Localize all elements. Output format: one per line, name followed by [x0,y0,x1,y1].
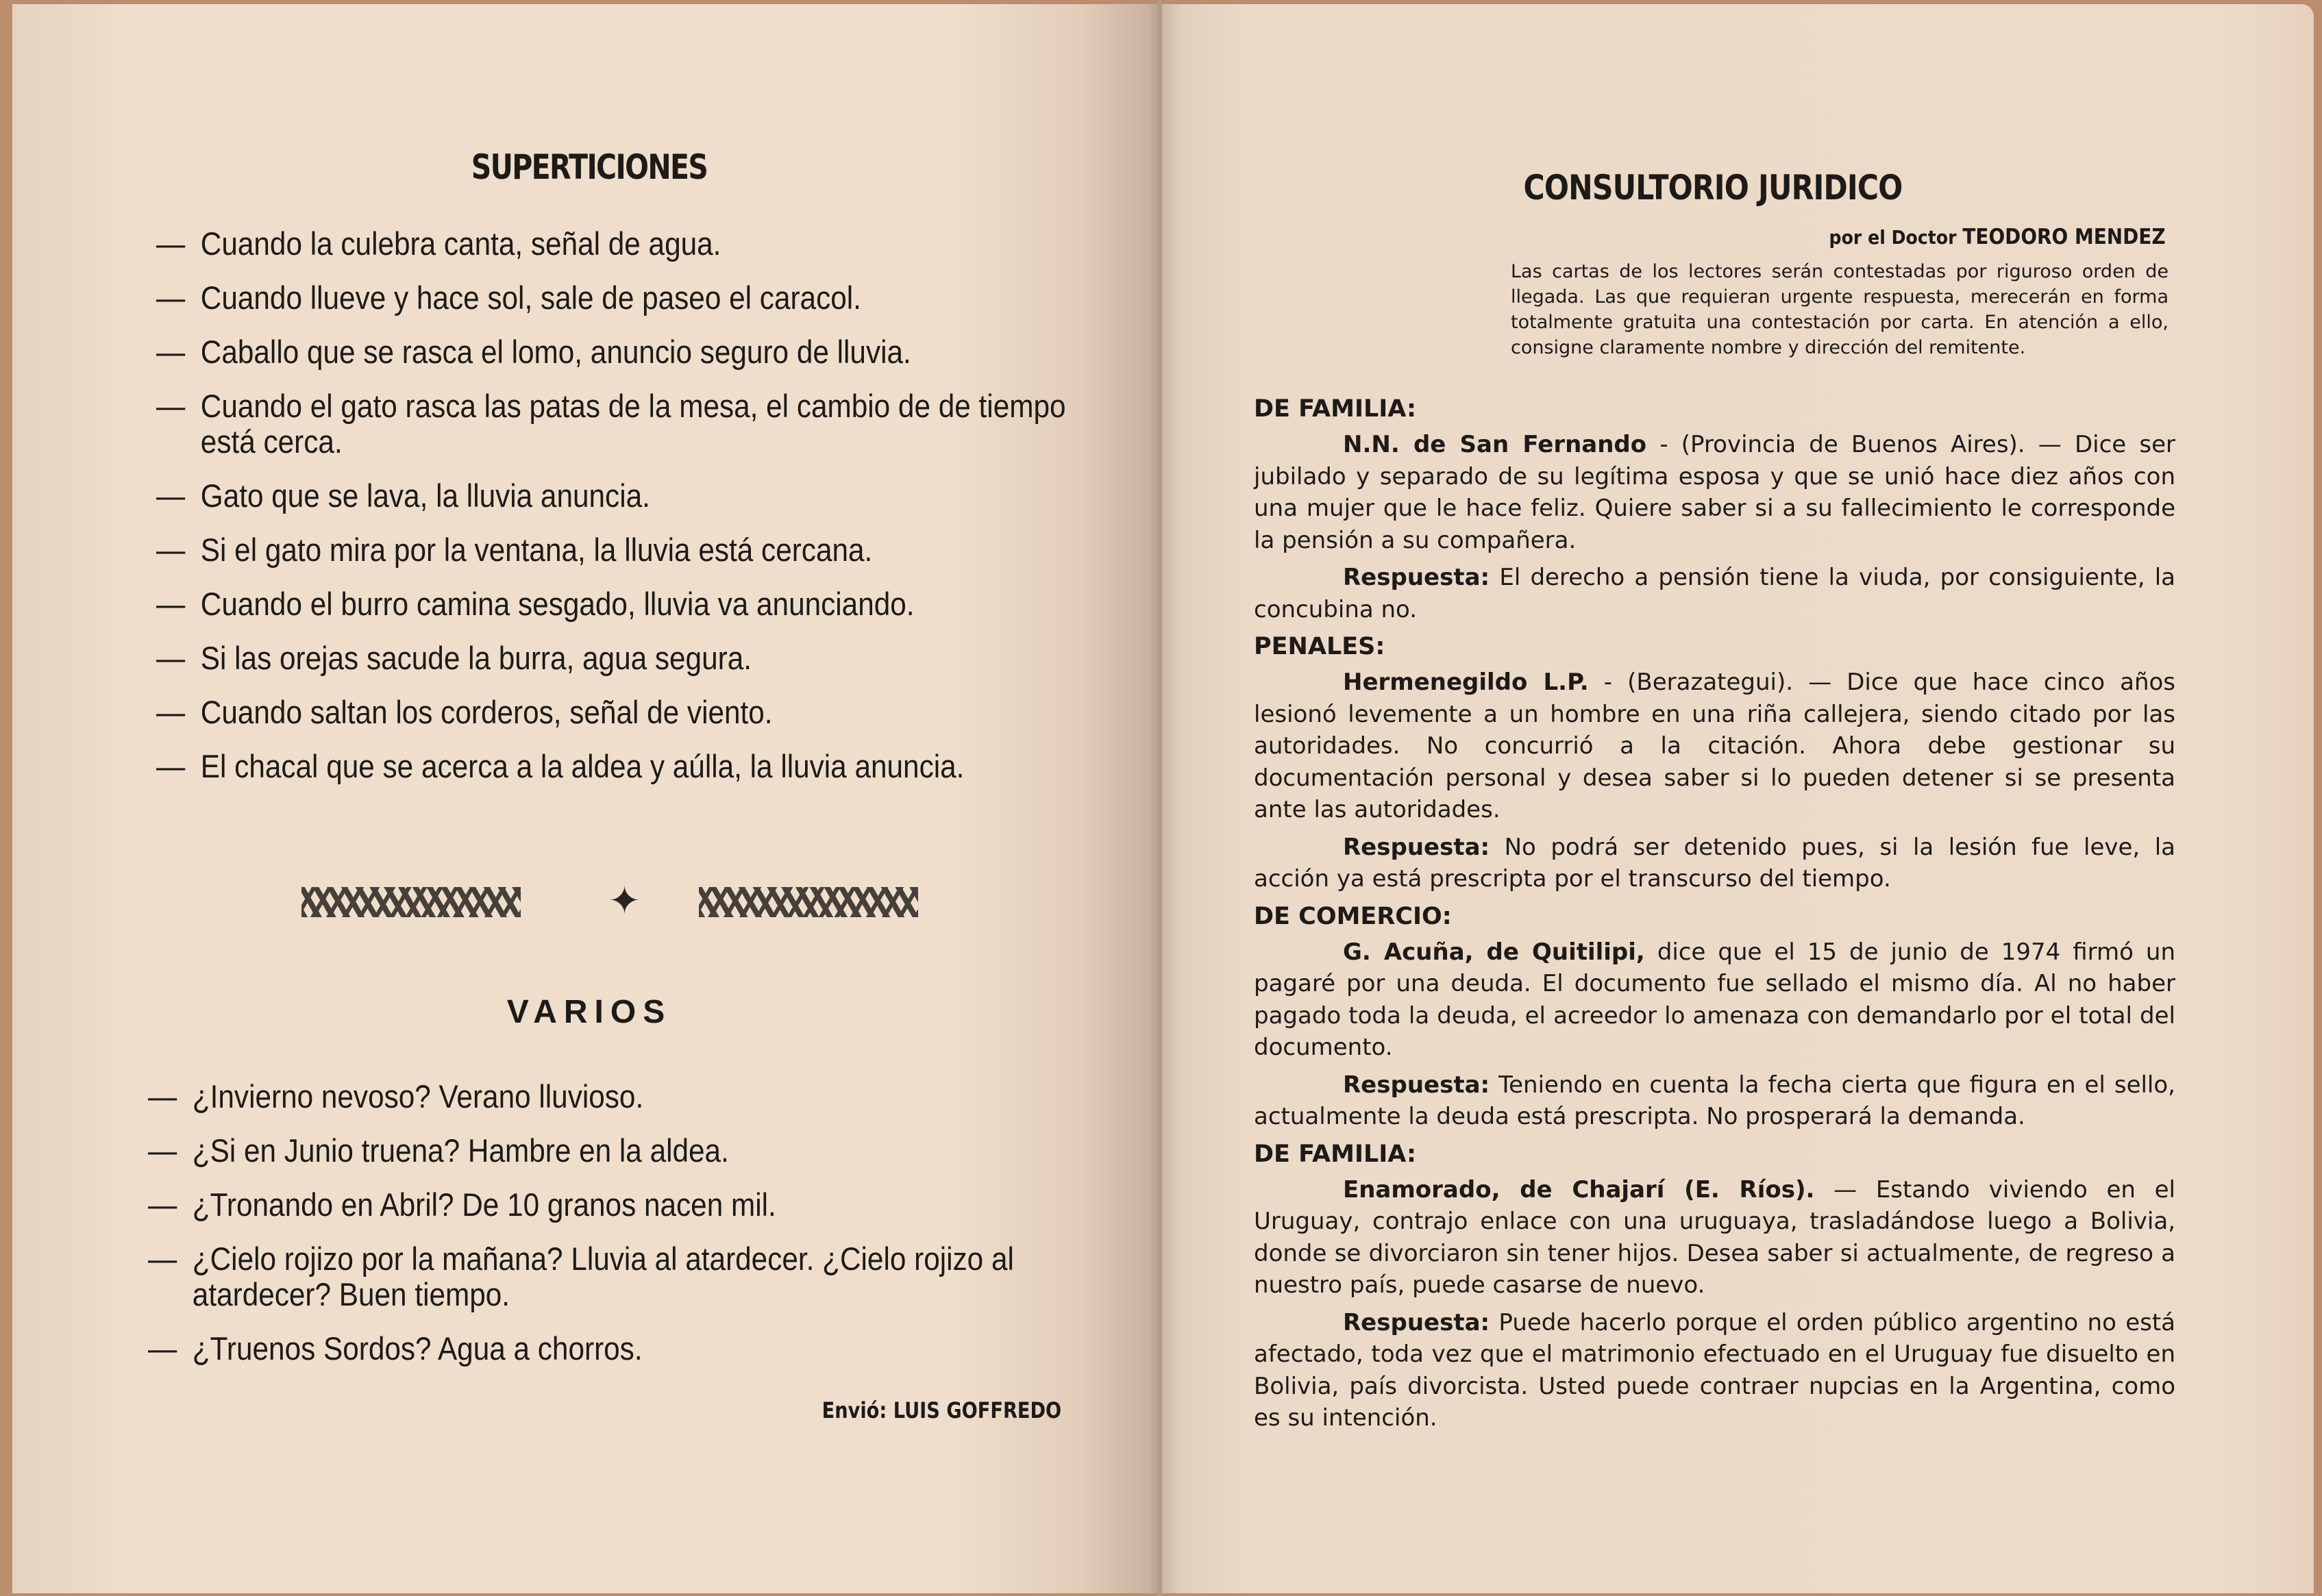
dash-bullet: — [156,225,186,262]
answer-paragraph [1254,562,2175,625]
consultation-list [1254,390,2175,1440]
question-text: - (Berazategui). — Dice que hace cinco años lesionó levemente a un hombre en una riña callejera, siendo citado por las autoridades. No concurrió a la citación. Ahora debe gestionar su documentación personal y desea saber si lo pueden detener si se presenta ante las autoridades. [1254,669,2176,823]
list-item [156,586,1117,622]
list-item [156,334,1117,370]
legal-column-title: CONSULTORIO JURIDICO [1523,168,1903,208]
answer-paragraph [1254,832,2175,895]
star-ornament-icon: ✦ [608,879,641,922]
saying-text: ¿Tronando en Abril? De 10 granos nacen mil. [192,1186,776,1223]
saying-text: ¿Invierno nevoso? Verano lluvioso. [192,1078,644,1114]
sender-credit [822,1397,1061,1423]
floral-band-left-icon [301,887,521,917]
superstitions-list [156,226,1074,803]
sender-label: Envió: [822,1397,887,1423]
question-text: — Estando viviendo en el Uruguay, contrajo enlace con una uruguaya, trasladándose luego a Bolivia, donde se divorciaron sin tener hijos. Desea saber si actualmente, de regreso a nuestro país, puede casarse de nuevo. [1254,1175,2175,1299]
varios-list [148,1079,1080,1385]
dash-bullet: — [156,388,186,424]
answer-text: Teniendo en cuenta la fecha cierta que figura en el sello, actualmente la deuda está prescripta. No prosperará la demanda. [1254,1071,2175,1130]
saying-text: ¿Truenos Sordos? Agua a chorros. [192,1330,643,1367]
superstition-text: Si el gato mira por la ventana, la lluvia está cercana. [200,532,873,568]
author-name: TEODORO MENDEZ [1962,225,2166,249]
saying-text: ¿Cielo rojizo por la mañana? Lluvia al atardecer. ¿Cielo rojizo al atardecer? Buen tiempo. [192,1240,1014,1312]
consultation-entry [1254,393,2175,625]
question-paragraph [1254,1174,2175,1301]
list-item [148,1133,1123,1169]
dash-bullet: — [156,477,186,514]
dash-bullet: — [156,640,186,676]
querent-name: Hermenegildo L.P. [1343,669,1589,696]
dash-bullet: — [148,1132,177,1169]
consultation-entry [1254,631,2175,895]
list-item [156,640,1117,676]
author-byline [1829,225,2166,249]
list-item [156,388,1117,460]
floral-band-right-icon [699,887,918,917]
superstition-text: El chacal que se acerca a la aldea y aúlla, la lluvia anuncia. [200,748,965,784]
question-paragraph [1254,429,2175,556]
list-item [148,1241,1123,1312]
category-heading: PENALES: [1254,633,1385,660]
answer-paragraph [1254,1307,2175,1434]
superstitions-title: SUPERTICIONES [471,147,708,187]
question-text: - (Provincia de Buenos Aires). — Dice ser jubilado y separado de su legítima esposa y que se unió hace diez años con una mujer que le hace feliz. Quiere saber si a su fallecimiento le corresponde la pensión a su compañera. [1254,431,2175,554]
answer-text: El derecho a pensión tiene la viuda, por consiguiente, la concubina no. [1254,564,2175,623]
superstition-text: Cuando llueve y hace sol, sale de paseo el caracol. [200,279,861,316]
list-item [156,226,1117,262]
list-item [156,478,1117,514]
list-item [156,280,1117,316]
list-item [148,1331,1123,1367]
list-item [156,749,1117,784]
list-item [148,1079,1123,1114]
list-item [156,532,1117,568]
question-paragraph [1254,936,2175,1064]
book-spine [1158,0,1162,1596]
dash-bullet: — [148,1078,177,1114]
answer-text: Puede hacerlo porque el orden público argentino no está afectado, toda vez que el matrimonio efectuado en el Uruguay fue disuelto en Bolivia, país divorcista. Usted puede contraer nupcias en la Argentina, como es su intención. [1254,1308,2175,1432]
dash-bullet: — [148,1186,177,1223]
question-text: dice que el 15 de junio de 1974 firmó un pagaré por una deuda. El documento fue sellado el mismo día. Al no haber pagado toda la deuda, el acreedor lo amenaza con demandarlo por el total del documento. [1254,938,2175,1061]
querent-name: Enamorado, de Chajarí (E. Ríos). [1343,1175,1815,1204]
superstition-text: Caballo que se rasca el lomo, anuncio seguro de lluvia. [200,334,911,370]
question-paragraph [1254,666,2175,826]
saying-text: ¿Si en Junio truena? Hambre en la aldea. [192,1132,729,1169]
superstition-text: Si las orejas sacude la burra, agua segura. [200,640,752,676]
dash-bullet: — [156,586,186,622]
answer-label: Respuesta: [1343,564,1490,591]
category-heading: DE COMERCIO: [1254,902,1452,930]
byline-prefix: por el Doctor [1829,226,1957,249]
consultation-entry [1254,901,2175,1133]
sender-name: LUIS GOFFREDO [893,1397,1061,1423]
answer-label: Respuesta: [1343,833,1490,861]
answer-paragraph [1254,1069,2175,1133]
superstition-text: Cuando el gato rasca las patas de la mesa, el cambio de de tiempo está cerca. [200,388,1066,460]
consultation-entry [1254,1138,2175,1434]
querent-name: G. Acuña, de Quitilipi, [1343,938,1645,966]
list-item [156,695,1117,730]
answer-text: No podrá ser detenido pues, si la lesión fue leve, la acción ya está prescripta por el transcurso del tiempo. [1254,833,2175,893]
superstition-text: Cuando el burro camina sesgado, lluvia va anunciando. [200,586,915,622]
answer-label: Respuesta: [1343,1308,1490,1336]
dash-bullet: — [156,694,186,730]
list-item [148,1187,1123,1223]
dash-bullet: — [156,279,186,316]
reader-notice: Las cartas de los lectores serán contestadas por riguroso orden de llegada. Las que requieran urgente respuesta, merecerán en forma totalmente gratuita una contestación por carta. En atención a ello, consigne claramente nombre y dirección del remitente. [1511,261,2169,358]
varios-title: VARIOS [506,994,672,1030]
category-heading: DE FAMILIA: [1254,1140,1417,1168]
dash-bullet: — [148,1240,177,1277]
dash-bullet: — [156,532,186,568]
dash-bullet: — [156,334,186,370]
category-heading: DE FAMILIA: [1254,395,1417,423]
dash-bullet: — [148,1330,177,1367]
dash-bullet: — [156,748,186,784]
querent-name: N.N. de San Fernando [1343,431,1647,458]
superstition-text: Cuando saltan los corderos, señal de viento. [200,694,773,730]
answer-label: Respuesta: [1343,1071,1490,1099]
floral-ornament-divider [295,880,925,921]
superstition-text: Cuando la culebra canta, señal de agua. [200,225,721,262]
superstition-text: Gato que se lava, la lluvia anuncia. [200,477,650,514]
